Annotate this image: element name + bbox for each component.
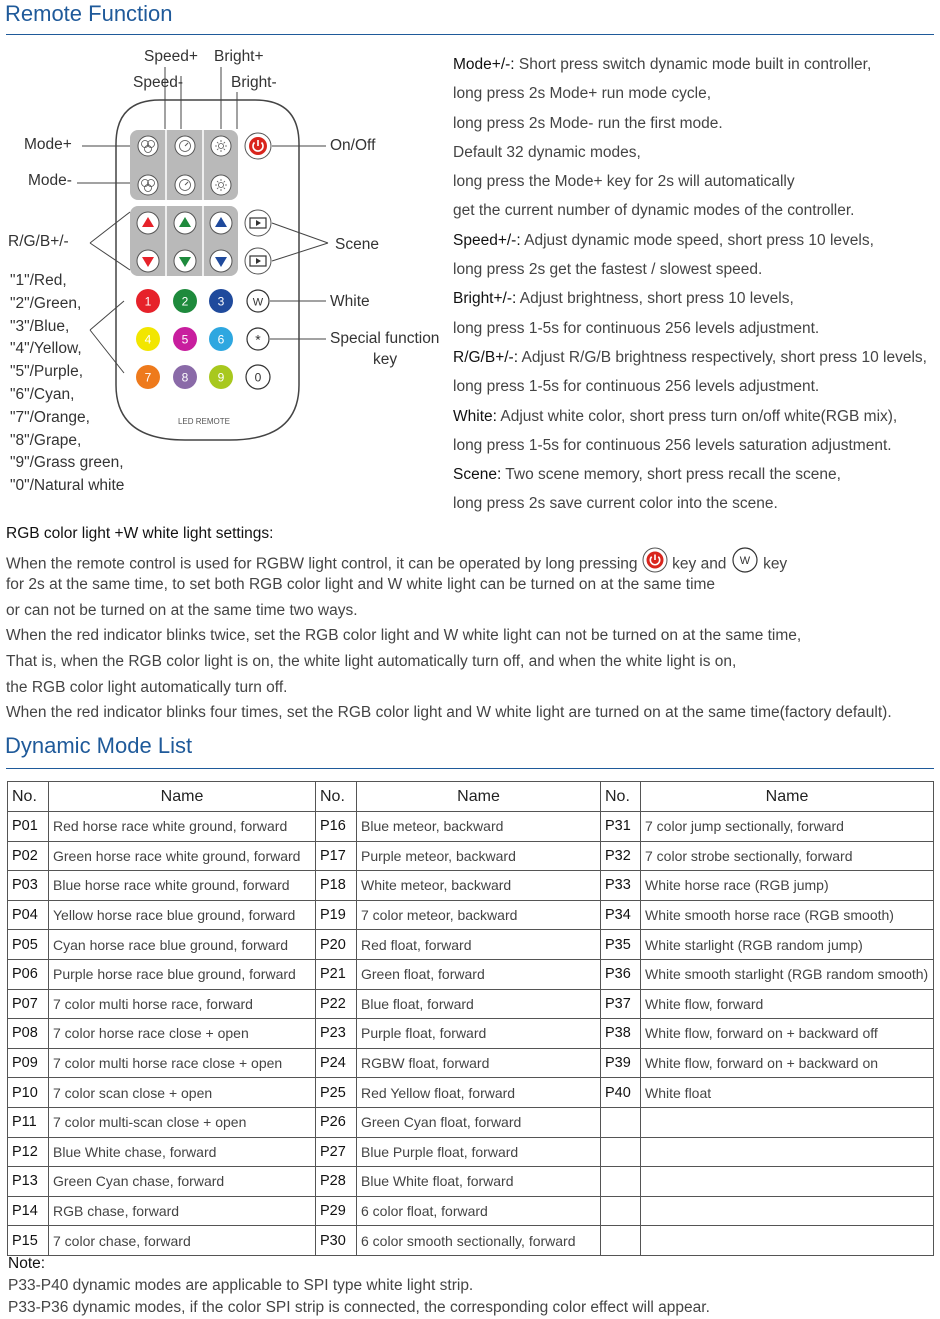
mode-name-cell: White starlight (RGB random jump): [641, 930, 934, 960]
section-title-remote-function: Remote Function: [5, 1, 173, 26]
table-row: [8, 989, 934, 1019]
mode-name-cell: 7 color multi horse race close + open: [49, 1048, 316, 1078]
number-key-label: 3: [217, 294, 225, 309]
color-list-item: "7"/Orange,: [10, 408, 90, 426]
table-row: [8, 1167, 934, 1197]
mode-name-cell: Blue horse race white ground, forward: [49, 871, 316, 901]
table-header-row: [8, 782, 934, 812]
mode-number-cell: P13: [8, 1167, 49, 1197]
mode-name-cell: 7 color horse race close + open: [49, 1019, 316, 1049]
rgbw-line1-c: key: [763, 554, 788, 572]
label-white: White: [330, 293, 370, 310]
table-row: [8, 930, 934, 960]
section-title-dynamic-mode-list: Dynamic Mode List: [5, 733, 193, 758]
table-row: [8, 1137, 934, 1167]
note-line: P33-P40 dynamic modes are applicable to SPI type white light strip.: [8, 1277, 474, 1294]
mode-number-cell: P11: [8, 1107, 49, 1137]
mode-number-cell: P20: [316, 930, 357, 960]
green-minus-key[interactable]: [174, 250, 196, 272]
dynamic-mode-table: [7, 781, 934, 1256]
mode-name-cell: Blue Purple float, forward: [357, 1137, 601, 1167]
mode-name-cell: White flow, forward on + backward off: [641, 1019, 934, 1049]
number-key-label: 9: [217, 370, 225, 385]
color-list-item: "9"/Grass green,: [10, 454, 124, 472]
label-bright-minus: Bright-: [231, 74, 277, 91]
mode-name-cell: Blue White chase, forward: [49, 1137, 316, 1167]
mode-plus-key[interactable]: [138, 136, 158, 156]
function-key-label: Speed+/-:: [453, 231, 521, 249]
speed-plus-key[interactable]: [175, 136, 195, 156]
mode-name-cell: RGB chase, forward: [49, 1196, 316, 1226]
bright-minus-key[interactable]: [211, 175, 231, 195]
column-header-name: Name: [357, 782, 601, 812]
mode-name-cell: White flow, forward: [641, 989, 934, 1019]
function-line: long press 2s get the fastest / slowest speed.: [453, 261, 763, 279]
label-speed-minus: Speed-: [133, 74, 183, 91]
function-line: long press 1-5s for continuous 256 levels adjustment.: [453, 378, 820, 396]
number-key-1[interactable]: [136, 289, 160, 313]
on-off-key[interactable]: [245, 133, 271, 159]
number-key-5[interactable]: [173, 327, 197, 351]
mode-number-cell: P03: [8, 871, 49, 901]
function-line: R/G/B+/-: Adjust R/G/B brightness respectively, short press 10 levels,: [453, 348, 927, 366]
mode-number-cell: P18: [316, 871, 357, 901]
function-line: Default 32 dynamic modes,: [453, 143, 641, 161]
number-key-label: 5: [181, 332, 189, 347]
mode-number-cell: P10: [8, 1078, 49, 1108]
color-list-item: "1"/Red,: [10, 272, 67, 289]
function-key-label: White:: [453, 407, 497, 425]
mode-name-cell: 7 color scan close + open: [49, 1078, 316, 1108]
table-row: [8, 1107, 934, 1137]
table-row: [8, 959, 934, 989]
label-special-key: key: [373, 351, 398, 368]
mode-name-cell: 7 color jump sectionally, forward: [641, 812, 934, 842]
rgbw-settings-line: When the red indicator blinks twice, set the RGB color light and W white light can not be turned on at the same time,: [6, 627, 802, 645]
mode-name-cell: White horse race (RGB jump): [641, 871, 934, 901]
red-plus-key[interactable]: [137, 212, 159, 234]
mode-number-cell: P04: [8, 900, 49, 930]
label-speed-plus: Speed+: [144, 48, 198, 65]
mode-name-cell: Blue float, forward: [357, 989, 601, 1019]
white-key-icon: [731, 547, 759, 582]
function-descriptions: [453, 50, 938, 519]
rgbw-settings: [6, 521, 892, 726]
mode-name-cell: Green horse race white ground, forward: [49, 841, 316, 871]
mode-name-cell: [641, 1226, 934, 1256]
mode-name-cell: 7 color strobe sectionally, forward: [641, 841, 934, 871]
table-row: [8, 871, 934, 901]
function-key-label: Bright+/-:: [453, 290, 517, 308]
svg-text:W: W: [739, 554, 750, 567]
label-bright-plus: Bright+: [214, 48, 264, 65]
mode-number-cell: P26: [316, 1107, 357, 1137]
number-color-list: [10, 270, 124, 498]
function-line: long press 2s save current color into the scene.: [453, 495, 778, 513]
label-scene: Scene: [335, 236, 379, 253]
function-line: long press 2s Mode- run the first mode.: [453, 114, 723, 132]
note-line: P33-P36 dynamic modes, if the color SPI strip is connected, the corresponding color effect will appear.: [8, 1299, 710, 1316]
label-mode-minus: Mode-: [28, 172, 72, 189]
mode-name-cell: [641, 1107, 934, 1137]
mode-number-cell: P14: [8, 1196, 49, 1226]
mode-number-cell: P21: [316, 959, 357, 989]
mode-number-cell: [601, 1196, 641, 1226]
mode-name-cell: Blue White float, forward: [357, 1167, 601, 1197]
mode-name-cell: [641, 1137, 934, 1167]
number-key-label: 0: [254, 370, 262, 385]
label-rgb: R/G/B+/-: [8, 233, 69, 250]
mode-number-cell: P06: [8, 959, 49, 989]
mode-name-cell: White smooth horse race (RGB smooth): [641, 900, 934, 930]
rgbw-settings-line: the RGB color light automatically turn off.: [6, 678, 288, 696]
label-mode-plus: Mode+: [24, 136, 72, 153]
section-divider: [6, 34, 934, 35]
mode-name-cell: Green float, forward: [357, 959, 601, 989]
number-key-label: 7: [144, 370, 152, 385]
mode-name-cell: [641, 1196, 934, 1226]
mode-name-cell: Red Yellow float, forward: [357, 1078, 601, 1108]
number-key-2[interactable]: [173, 289, 197, 313]
mode-name-cell: White flow, forward on + backward on: [641, 1048, 934, 1078]
function-line: long press 1-5s for continuous 256 levels saturation adjustment.: [453, 436, 892, 454]
mode-minus-key[interactable]: [138, 175, 158, 195]
function-line: Scene: Two scene memory, short press recall the scene,: [453, 466, 841, 484]
scene-key-1[interactable]: [245, 210, 271, 236]
mode-number-cell: P09: [8, 1048, 49, 1078]
mode-number-cell: P34: [601, 900, 641, 930]
number-key-label: 1: [144, 294, 152, 309]
color-list-item: "8"/Grape,: [10, 431, 82, 449]
mode-number-cell: P07: [8, 989, 49, 1019]
color-list-item: "5"/Purple,: [10, 363, 84, 381]
number-key-3[interactable]: [209, 289, 233, 313]
mode-name-cell: RGBW float, forward: [357, 1048, 601, 1078]
rgbw-settings-line: or can not be turned on at the same time two ways.: [6, 601, 358, 619]
function-line: Mode+/-: Short press switch dynamic mode built in controller,: [453, 56, 872, 73]
function-line: Speed+/-: Adjust dynamic mode speed, short press 10 levels,: [453, 231, 874, 249]
color-list-item: "4"/Yellow,: [10, 340, 82, 358]
color-list-item: "2"/Green,: [10, 294, 82, 312]
mode-name-cell: 7 color meteor, backward: [357, 900, 601, 930]
mode-number-cell: P16: [316, 812, 357, 842]
mode-number-cell: [601, 1137, 641, 1167]
mode-name-cell: Yellow horse race blue ground, forward: [49, 900, 316, 930]
table-row: [8, 1048, 934, 1078]
mode-number-cell: P22: [316, 989, 357, 1019]
note: [8, 1253, 710, 1319]
mode-number-cell: P36: [601, 959, 641, 989]
number-key-6[interactable]: [209, 327, 233, 351]
mode-number-cell: P30: [316, 1226, 357, 1256]
mode-number-cell: P12: [8, 1137, 49, 1167]
scene-key-2[interactable]: [245, 248, 271, 274]
function-line: get the current number of dynamic modes of the controller.: [453, 202, 855, 220]
mode-name-cell: [641, 1167, 934, 1197]
number-key-7[interactable]: [136, 365, 160, 389]
color-list-item: "3"/Blue,: [10, 317, 70, 335]
mode-name-cell: 7 color multi-scan close + open: [49, 1107, 316, 1137]
mode-name-cell: Purple float, forward: [357, 1019, 601, 1049]
table-row: [8, 1078, 934, 1108]
mode-number-cell: P29: [316, 1196, 357, 1226]
blue-minus-key[interactable]: [210, 250, 232, 272]
mode-number-cell: P19: [316, 900, 357, 930]
number-key-label: 8: [181, 370, 189, 385]
star-key-label: *: [255, 331, 261, 348]
blue-plus-key[interactable]: [210, 212, 232, 234]
rgbw-line1-b: key and: [672, 554, 731, 572]
mode-number-cell: P01: [8, 812, 49, 842]
mode-number-cell: P28: [316, 1167, 357, 1197]
number-key-0[interactable]: [246, 365, 270, 389]
mode-name-cell: Purple horse race blue ground, forward: [49, 959, 316, 989]
mode-number-cell: P02: [8, 841, 49, 871]
note-heading: Note:: [8, 1255, 46, 1272]
mode-name-cell: White smooth starlight (RGB random smooth): [641, 959, 934, 989]
mode-number-cell: P27: [316, 1137, 357, 1167]
mode-name-cell: Blue meteor, backward: [357, 812, 601, 842]
number-key-label: 6: [217, 332, 225, 347]
mode-name-cell: 7 color multi horse race, forward: [49, 989, 316, 1019]
mode-name-cell: Red float, forward: [357, 930, 601, 960]
mode-number-cell: P23: [316, 1019, 357, 1049]
mode-name-cell: Red horse race white ground, forward: [49, 812, 316, 842]
mode-number-cell: P32: [601, 841, 641, 871]
color-list-item: "6"/Cyan,: [10, 385, 75, 403]
green-plus-key[interactable]: [174, 212, 196, 234]
table-row: [8, 1196, 934, 1226]
rgbw-settings-line: That is, when the RGB color light is on, the white light automatically turn off, and when the white light is on,: [6, 652, 737, 670]
function-line: long press 1-5s for continuous 256 levels adjustment.: [453, 319, 820, 337]
number-key-9[interactable]: [209, 365, 233, 389]
speed-minus-key[interactable]: [175, 175, 195, 195]
function-line: long press the Mode+ key for 2s will automatically: [453, 173, 795, 191]
mode-number-cell: P38: [601, 1019, 641, 1049]
mode-number-cell: [601, 1167, 641, 1197]
mode-name-cell: Green Cyan chase, forward: [49, 1167, 316, 1197]
mode-number-cell: [601, 1226, 641, 1256]
white-key[interactable]: [247, 290, 269, 312]
mode-number-cell: [601, 1107, 641, 1137]
table-row: [8, 900, 934, 930]
function-key-label: Scene:: [453, 466, 502, 484]
remote-brand-label: LED REMOTE: [177, 417, 231, 426]
color-list-item: "0"/Natural white: [10, 477, 125, 495]
mode-number-cell: P31: [601, 812, 641, 842]
number-key-label: 4: [144, 332, 152, 347]
label-on-off: On/Off: [330, 137, 376, 154]
column-header-name: Name: [49, 782, 316, 812]
mode-name-cell: Cyan horse race blue ground, forward: [49, 930, 316, 960]
mode-name-cell: 6 color float, forward: [357, 1196, 601, 1226]
function-key-label: Mode+/-:: [453, 56, 515, 73]
column-header-no: No.: [8, 782, 49, 812]
rgbw-settings-line: for 2s at the same time, to set both RGB color light and W white light can be turned on at the same time: [6, 576, 716, 594]
mode-number-cell: P17: [316, 841, 357, 871]
mode-name-cell: White float: [641, 1078, 934, 1108]
mode-name-cell: 6 color smooth sectionally, forward: [357, 1226, 601, 1256]
rgbw-settings-heading: RGB color light +W white light settings:: [6, 525, 274, 542]
column-header-no: No.: [316, 782, 357, 812]
rgbw-line1-a: When the remote control is used for RGBW light control, it can be operated by long pressing: [6, 554, 638, 572]
rgbw-settings-line: When the red indicator blinks four times, set the RGB color light and W white light are turned on at the same time(factory default).: [6, 704, 892, 722]
number-key-label: 2: [181, 294, 189, 309]
number-key-8[interactable]: [173, 365, 197, 389]
mode-number-cell: P15: [8, 1226, 49, 1256]
mode-number-cell: P40: [601, 1078, 641, 1108]
function-line: long press 2s Mode+ run mode cycle,: [453, 85, 712, 103]
function-key-label: R/G/B+/-:: [453, 348, 519, 366]
mode-number-cell: P25: [316, 1078, 357, 1108]
red-minus-key[interactable]: [137, 250, 159, 272]
section-divider: [6, 768, 934, 769]
mode-number-cell: P05: [8, 930, 49, 960]
mode-number-cell: P33: [601, 871, 641, 901]
table-row: [8, 812, 934, 842]
table-row: [8, 1226, 934, 1256]
mode-number-cell: P35: [601, 930, 641, 960]
mode-number-cell: P08: [8, 1019, 49, 1049]
mode-number-cell: P39: [601, 1048, 641, 1078]
mode-number-cell: P24: [316, 1048, 357, 1078]
mode-name-cell: 7 color chase, forward: [49, 1226, 316, 1256]
mode-name-cell: White meteor, backward: [357, 871, 601, 901]
mode-name-cell: Purple meteor, backward: [357, 841, 601, 871]
label-special-function: Special function: [330, 330, 440, 347]
white-key-label: W: [252, 296, 264, 309]
column-header-name: Name: [641, 782, 934, 812]
function-line: White: Adjust white color, short press turn on/off white(RGB mix),: [453, 407, 898, 425]
number-key-4[interactable]: [136, 327, 160, 351]
special-function-key[interactable]: [247, 328, 269, 350]
mode-number-cell: P37: [601, 989, 641, 1019]
function-line: Bright+/-: Adjust brightness, short press 10 levels,: [453, 290, 794, 308]
bright-plus-key[interactable]: [211, 136, 231, 156]
table-row: [8, 1019, 934, 1049]
column-header-no: No.: [601, 782, 641, 812]
mode-name-cell: Green Cyan float, forward: [357, 1107, 601, 1137]
table-row: [8, 841, 934, 871]
